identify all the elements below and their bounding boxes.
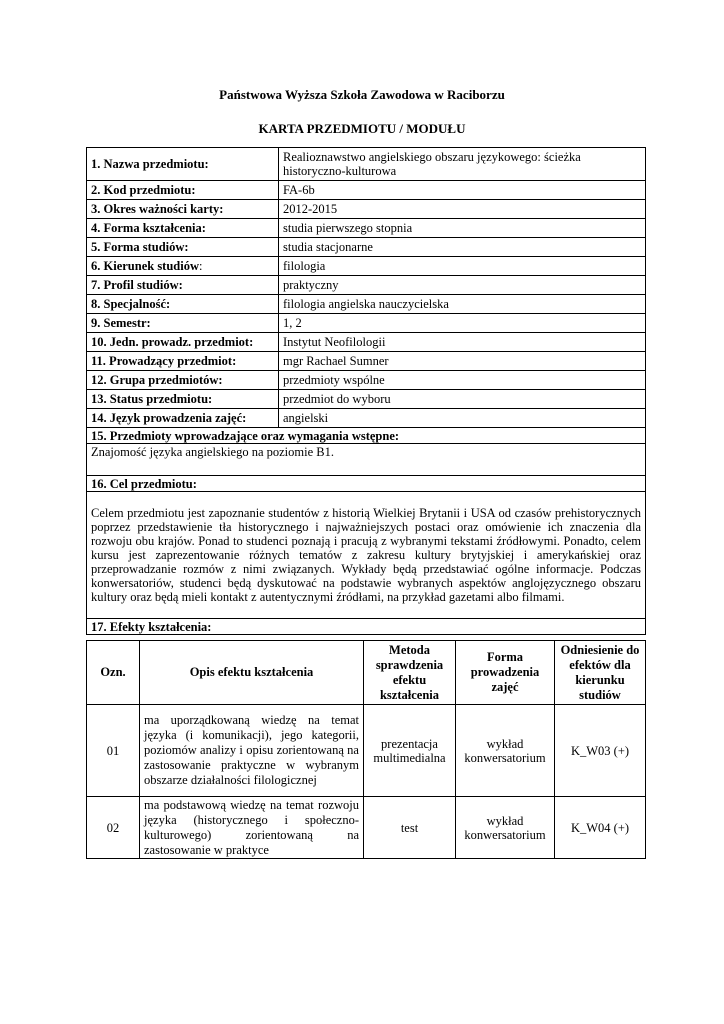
info-label: 1. Nazwa przedmiotu: (87, 148, 279, 181)
info-row-field (87, 257, 646, 276)
outcome-method: test (364, 797, 456, 859)
section16-heading: 16. Cel przedmiotu: (87, 476, 646, 492)
section17-heading-row (87, 619, 646, 635)
info-label: 6. Kierunek studiów: (87, 257, 279, 276)
course-info-table (86, 147, 646, 635)
info-label: 9. Semestr: (87, 314, 279, 333)
info-value: filologia angielska nauczycielska (279, 295, 646, 314)
info-value: mgr Rachael Sumner (279, 352, 646, 371)
outcome-description: ma podstawową wiedzę na temat rozwoju języka (historycznego i społeczno-kulturowego) zorientowaną na zastosowanie w praktyce (140, 797, 364, 859)
info-row-group (87, 371, 646, 390)
info-value: przedmioty wspólne (279, 371, 646, 390)
info-row-validity (87, 200, 646, 219)
section15-text-row (87, 444, 646, 476)
info-label: 14. Język prowadzenia zajęć: (87, 409, 279, 428)
info-row-specialty (87, 295, 646, 314)
info-row-semester (87, 314, 646, 333)
outcome-description: ma uporządkowaną wiedzę na temat języka (i komunikacji), jego kategorii, poziomów analizy i opisu zorientowaną na zastosowanie praktyczne w wybranym obszarze działalności filologicznej (140, 705, 364, 797)
outcome-ozn: 01 (87, 705, 140, 797)
outcome-form: wykład konwersatorium (456, 797, 555, 859)
outcomes-header-row (87, 641, 646, 705)
card-title: KARTA PRZEDMIOTU / MODUŁU (258, 121, 466, 136)
col-odniesienie-header: Odniesienie do efektów dla kierunku studiów (555, 641, 646, 705)
col-forma-header: Forma prowadzenia zajęć (456, 641, 555, 705)
col-opis-header: Opis efektu kształcenia (140, 641, 364, 705)
info-value: przedmiot do wyboru (279, 390, 646, 409)
table-row (87, 797, 646, 859)
outcome-form: wykład konwersatorium (456, 705, 555, 797)
info-value: studia stacjonarne (279, 238, 646, 257)
info-row-profile (87, 276, 646, 295)
info-label: 12. Grupa przedmiotów: (87, 371, 279, 390)
school-name: Państwowa Wyższa Szkoła Zawodowa w Raciborzu (219, 87, 505, 102)
info-value: praktyczny (279, 276, 646, 295)
outcome-reference: K_W03 (+) (555, 705, 646, 797)
info-value: 2012-2015 (279, 200, 646, 219)
info-label: 13. Status przedmiotu: (87, 390, 279, 409)
outcome-method: prezentacja multimedialna (364, 705, 456, 797)
info-value: angielski (279, 409, 646, 428)
info-row-lecturer (87, 352, 646, 371)
info-label: 2. Kod przedmiotu: (87, 181, 279, 200)
info-value: Instytut Neofilologii (279, 333, 646, 352)
section15-heading: 15. Przedmioty wprowadzające oraz wymagania wstępne: (87, 428, 646, 444)
section16-text: Celem przedmiotu jest zapoznanie studentów z historią Wielkiej Brytanii i USA od czasów prehistorycznych poprzez przedstawienie tła historycznego i najważniejszych postaci oraz omówienie ich znaczenia dla rozwoju obu krajów. Ponad to studenci poznają i pracują z wybranymi tekstami źródłowymi. Ponadto, celem kursu jest zaprezentowanie różnych tematów z zakresu kultury brytyjskiej i amerykańskiej oraz przeprowadzanie rozmów z nimi związanych. Wykłady będą przedstawiać ogólne informacje. Podczas konwersatoriów, studenci będą dyskutować na podstawie wybranych aspektów anglojęzycznego obszaru kultury oraz będą mieli kontakt z autentycznymi źródłami, na przykład gazetami albo filmami. (87, 492, 646, 619)
info-value: 1, 2 (279, 314, 646, 333)
outcome-reference: K_W04 (+) (555, 797, 646, 859)
info-label: 7. Profil studiów: (87, 276, 279, 295)
info-label: 3. Okres ważności karty: (87, 200, 279, 219)
info-label: 8. Specjalność: (87, 295, 279, 314)
info-row-education-form (87, 219, 646, 238)
outcome-ozn: 02 (87, 797, 140, 859)
info-row-language (87, 409, 646, 428)
section15-heading-row (87, 428, 646, 444)
info-row-status (87, 390, 646, 409)
section15-text: Znajomość języka angielskiego na poziomie B1. (87, 444, 646, 476)
info-label: 5. Forma studiów: (87, 238, 279, 257)
section16-heading-row (87, 476, 646, 492)
info-label: 4. Forma kształcenia: (87, 219, 279, 238)
learning-outcomes-table (86, 640, 646, 859)
table-row (87, 705, 646, 797)
info-value: Realioznawstwo angielskiego obszaru językowego: ścieżka historyczno-kulturowa (279, 148, 646, 181)
col-ozn-header: Ozn. (87, 641, 140, 705)
info-row-name (87, 148, 646, 181)
section16-text-row (87, 492, 646, 619)
info-row-unit (87, 333, 646, 352)
info-label-text: 6. Kierunek studiów (91, 259, 200, 273)
info-value: filologia (279, 257, 646, 276)
info-row-code (87, 181, 646, 200)
info-row-study-form (87, 238, 646, 257)
col-metoda-header: Metoda sprawdzenia efektu kształcenia (364, 641, 456, 705)
info-label: 11. Prowadzący przedmiot: (87, 352, 279, 371)
info-value: FA-6b (279, 181, 646, 200)
info-label: 10. Jedn. prowadz. przedmiot: (87, 333, 279, 352)
section17-heading: 17. Efekty kształcenia: (87, 619, 646, 635)
info-value: studia pierwszego stopnia (279, 219, 646, 238)
